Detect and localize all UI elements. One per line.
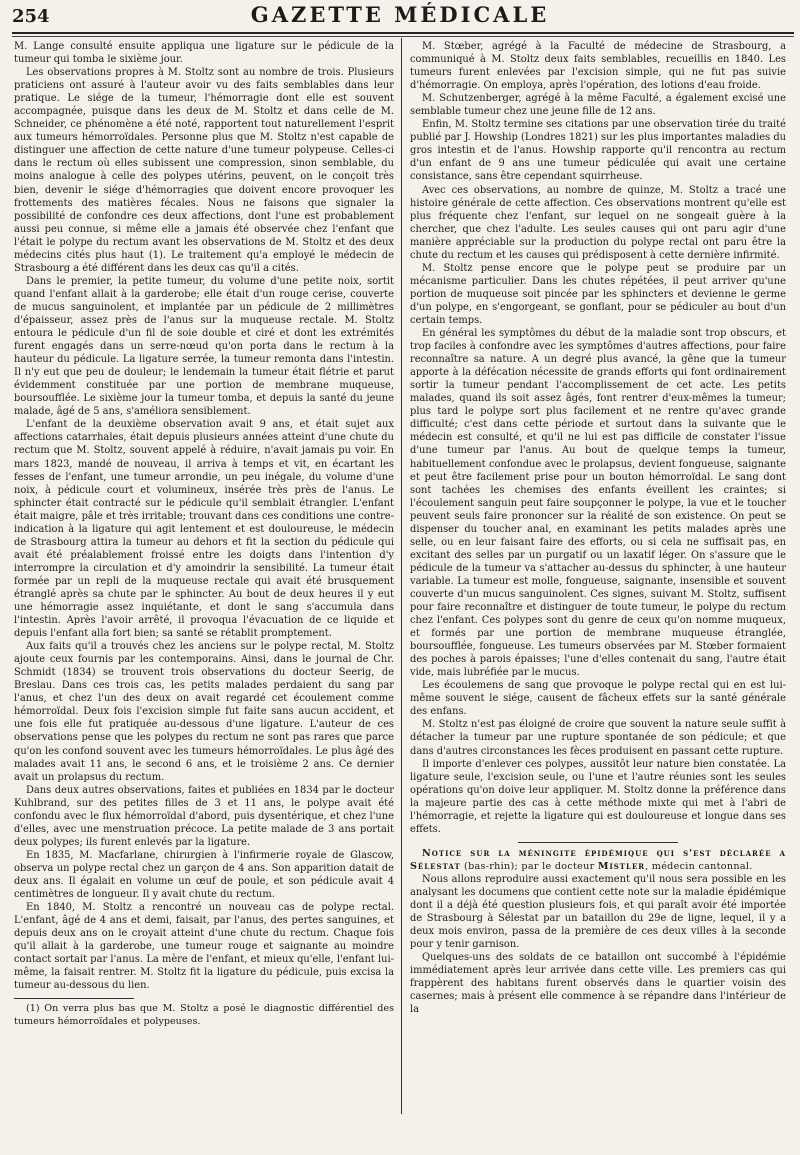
paragraph: Avec ces observations, au nombre de quinze, M. Stoltz a tracé une histoire générale de cette affection. Ces observations montrent qu'elle est plus fréquente chez l'enfant, sur lequel on ne songeait guère à la chercher, que chez l'adulte. Les seules causes qui ont paru agir d'une manière appréciable sur la production du polype rectal ont paru être la chute du rectum et les causes qui prédisposent à cette dernière infirmité. [410,184,786,261]
paragraph: L'enfant de la deuxième observation avait 9 ans, et était sujet aux affections catarrhales, était depuis plusieurs années atteint d'une chute du rectum que M. Stoltz, souvent appelé à réduire, n'avait jamais pu voir. En mars 1823, mandé de nouveau, il arriva à temps et vit, en écartant les fesses de l'enfant, une tumeur arrondie, un peu inégale, du volume d'une noix, à pédicule court et volumineux, insérée très près de l'anus. Le sphincter était contracté sur le pédicule qu'il semblait étrangler. L'enfant était maigre, pâle et très irritable; trouvant dans ces conditions une contre-indication à la ligature qui agit lentement et est douloureuse, le médecin de Strasbourg attira la tumeur au dehors et fit la section du pédicule qui avait été préalablement froissé entre les doigts dans l'intention d'y interrompre la circulation et d'y amoindrir la sensibilité. La tumeur était formée par un repli de la muqueuse rectale qui avait été brusquement étranglé après sa chute par le sphincter. Au bout de deux heures il y eut une hémorragie assez inquiétante, et dont le sang s'accumula dans l'intestin. Après l'avoir arrêté, il provoqua l'évacuation de ce liquide et depuis l'enfant alla fort bien; sa santé se rétablit promptement. [14,419,394,640]
page-number: 254 [12,6,50,27]
paragraph: Quelques-uns des soldats de ce bataillon ont succombé à l'épidémie immédiatement après leur arrivée dans cette ville. Les premiers cas qui frappèrent des habitans furent observés dans le quartier voisin des casernes; mais à présent elle commence à se répandre dans l'intérieur de la [410,952,786,1016]
paragraph: En général les symptômes du début de la maladie sont trop obscurs, et trop faciles à confondre avec les symptômes d'autres affections, pour faire reconnaître sa nature. A un degré plus avancé, la gêne que la tumeur apporte à la défécation nécessite de grands efforts qui font ordinairement sortir la tumeur pendant l'accomplissement de cet acte. Les petits malades, quand ils soit assez âgés, font rentrer d'eux-mêmes la tumeur; plus tard le polype sort plus facilement et ne rentre qu'avec grande difficulté; c'est dans cette période et surtout dans la suivante que le médecin est consulté, et qu'il ne lui est pas difficile de constater l'issue d'une tumeur par l'anus. Au bout de quelque temps la tumeur, habituellement confondue avec le prolapsus, devient fongueuse, saignante et peut être facilement prise pour un bouton hémorroïdal. Le sang dont sont tachées les chemises des enfants éveillent les craintes; si l'écoulement sanguin peut faire soupçonner le polype, la vue et le toucher peuvent seuls faire prononcer sur la réalité de son existence. On peut se dispenser du toucher anal, en examinant les petits malades après une selle, ou en leur faisant faire des efforts, ou si cela ne suffisait pas, en excitant des selles par un purgatif ou un laxatif léger. On s'assure que le pédicule de la tumeur va s'attacher au-dessus du sphincter, à une hauteur variable. La tumeur est molle, fongueuse, saignante, insensible et souvent couverte d'un mucus sanguinolent. Ces signes, suivant M. Stoltz, suffisent pour faire reconnaître et distinguer de toute tumeur, le polype du rectum chez l'enfant. Ces polypes sont du genre de ceux qu'on nomme muqueux, et formés par une portion de membrane muqueuse étranglée, boursoufflée, fongueuse. Les tumeurs observées par M. Stœber formaient des poches à parois épaisses; l'une d'elles contenait du sang, l'autre était vide, mais lubréfiée par le mucus. [410,328,786,679]
paragraph: M. Lange consulté ensuite appliqua une ligature sur le pédicule de la tumeur qui tomba le sixième jour. [14,41,394,66]
paragraph: M. Stoltz n'est pas éloigné de croire que souvent la nature seule suffit à détacher la tumeur par une rupture spontanée de son pédicule; et que dans d'autres circonstances les fèces produisent en passant cette rupture. [410,719,786,757]
header-rule [12,32,794,34]
footnote: (1) On verra plus bas que M. Stoltz a posé le diagnostic différentiel des tumeurs hémorroïdales et polypeuses. [14,1003,394,1028]
column-divider [401,38,402,1114]
paragraph: Les observations propres à M. Stoltz sont au nombre de trois. Plusieurs praticiens ont assuré à l'auteur avoir vu des faits semblables dans leur pratique. Le siége de la tumeur, l'hémorragie dont elle est souvent accompagnée, puisque dans les deux de M. Stoltz et dans celle de M. Schneider, ce phénomène a été noté, rapportent tout naturellement l'esprit aux tumeurs hémorroïdales. Personne plus que M. Stoltz n'est capable de distinguer une affection de cette nature d'une tumeur polypeuse. Celles-ci dans le rectum où elles subissent une compression, sinon semblable, du moins analogue à celle des polypes utérins, peuvent, on le conçoit très bien, devenir le siége d'hémorragies que doivent encore provoquer les frottements des matières fécales. Nous ne faisons que signaler la possibilité de confondre ces deux affections, dont l'une est probablement aussi peu connue, si même elle a jamais été observée chez l'enfant que l'était le polype du rectum avant les observations de M. Stoltz et des deux médecins cités plus haut (1). Le traitement qu'a employé le médecin de Strasbourg a été différent dans les deux cas qu'il a cités. [14,67,394,274]
header-rule-thin [12,36,794,37]
paragraph: Il importe d'enlever ces polypes, aussitôt leur nature bien constatée. La ligature seule, l'excision seule, ou l'une et l'autre réunies sont les seules opérations qu'on doive leur appliquer. M. Stoltz donne la préférence dans la majeure partie des cas à cette méthode mixte qui met à l'abri de l'hémorragie, et rejette la ligature qui est douloureuse et longue dans ses effets. [410,758,786,835]
notice-author-role: , médecin cantonnal. [645,860,753,872]
paragraph: M. Stœber, agrégé à la Faculté de médecine de Strasbourg, a communiqué à M. Stoltz deux faits semblables, recueillis en 1840. Les tumeurs furent enlevées par l'excision simple, qui ne fut pas suivie d'hémorragie. On employa, après l'opération, des lotions d'eau froide. [410,41,786,92]
paragraph: Enfin, M. Stoltz termine ses citations par une observation tirée du traité publié par J. Howship (Londres 1821) sur les plus importantes maladies du gros intestin et de l'anus. Howship rapporte qu'il rencontra au rectum d'un enfant de 9 ans une tumeur pédiculée qui avait une certaine consistance, sans être cependant squirrheuse. [410,119,786,183]
paragraph: M. Schutzenberger, agrégé à la même Faculté, a également excisé une semblable tumeur chez une jeune fille de 12 ans. [410,93,786,118]
paragraph: Dans le premier, la petite tumeur, du volume d'une petite noix, sortit quand l'enfant allait à la garderobe; elle était d'un rouge cerise, couverte de mucus sanguinolent, et implantée par un pédicule de 2 millimètres d'épaisseur, assez près de l'anus sur la muqueuse rectale. M. Stoltz entoura le pédicule d'un fil de soie double et ciré et dont les extrémités furent engagés dans un serre-nœud qu'on porta dans le rectum à la hauteur du pédicule. La ligature serrée, la tumeur remonta dans l'intestin. Il n'y eut que peu de douleur; le lendemain la tumeur était flétrie et parut évidemment constituée par une portion de membrane muqueuse, boursoufflée. Le sixième jour la tumeur tomba, et depuis la santé du jeune malade, âgé de 5 ans, s'améliora sensiblement. [14,275,394,418]
page-header [0,0,800,40]
paragraph: En 1840, M. Stoltz a rencontré un nouveau cas de polype rectal. L'enfant, âgé de 4 ans et demi, faisait, par l'anus, des pertes sanguines, et depuis deux ans on le croyait atteint d'une chute du rectum. Chaque fois qu'il allait à la garderobe, une tumeur rouge et saignante au moindre contact sortait par l'anus. La mère de l'enfant, et mieux qu'elle, l'enfant lui-même, la faisait rentrer. M. Stoltz fit la ligature du pédicule, puis excisa la tumeur au-dessous du lien. [14,902,394,992]
paragraph: Nous allons reproduire aussi exactement qu'il nous sera possible en les analysant les documens que contient cette note sur la maladie épidémique dont il a déjà été question plusieurs fois, et qui paraît avoir été importée de Strasbourg à Sélestat par un bataillon du 29e de ligne, lequel, il y a deux mois environ, passa de la première de ces deux villes à la seconde pour y tenir garnison. [410,873,786,951]
left-column [14,40,394,1110]
section-rule [518,842,678,843]
right-column [410,40,786,1130]
running-title: GAZETTE MÉDICALE [250,2,550,27]
notice-title-rest: (bas-rhin); par le docteur [460,860,598,872]
notice-title-caps: Notice sur la méningite épidémique qui s'est déclarée a Sélestat [410,847,786,872]
notice-author: Mistler [597,860,646,872]
paragraph: Les écoulemens de sang que provoque le polype rectal qui en est lui-même souvent le siége, causent de fâcheux effets sur la santé générale des enfans. [410,680,786,718]
paragraph: M. Stoltz pense encore que le polype peut se produire par un mécanisme particulier. Dans les chutes répétées, il peut arriver qu'une portion de muqueuse soit pincée par les sphincters et devienne le germe d'un polype, en s'engorgeant, se gonflant, pour se pédiculer au bout d'un certain temps. [410,262,786,326]
paragraph: En 1835, M. Macfarlane, chirurgien à l'infirmerie royale de Glascow, observa un polype rectal chez un garçon de 4 ans. Son apparition datait de deux ans. Il égalait en volume un œuf de poule, et son pédicule avait 4 centimètres de longueur. Il y avait chute du rectum. [14,849,394,901]
footnote-rule [14,998,134,999]
notice-title [410,847,786,873]
paragraph: Dans deux autres observations, faites et publiées en 1834 par le docteur Kuhlbrand, sur des petites filles de 3 et 11 ans, le polype avait été confondu avec le flux hémorroïdal d'abord, puis dysentérique, et chez l'une d'elles, avec une menstruation précoce. La petite malade de 3 ans portait deux polypes; ils furent enlevés par la ligature. [14,784,394,848]
paragraph: Aux faits qu'il a trouvés chez les anciens sur le polype rectal, M. Stoltz ajoute ceux fournis par les contemporains. Ainsi, dans le journal de Chr. Schmidt (1834) se trouvent trois observations du docteur Seerig, de Breslau. Dans ces trois cas, les petits malades perdaient du sang par l'anus, et chez l'un des deux on avait regardé cet écoulement comme hémorroïdal. Deux fois l'excision simple fut faite sans aucun accident, et une fois elle fut pratiquée au-dessous d'une ligature. L'auteur de ces observations pense que les polypes du rectum ne sont pas rares que parce qu'on les confond souvent avec les tumeurs hémorroïdales. Le plus âgé des malades avait 11 ans, le second 6 ans, et le troisième 2 ans. Ce dernier avait un prolapsus du rectum. [14,641,394,783]
